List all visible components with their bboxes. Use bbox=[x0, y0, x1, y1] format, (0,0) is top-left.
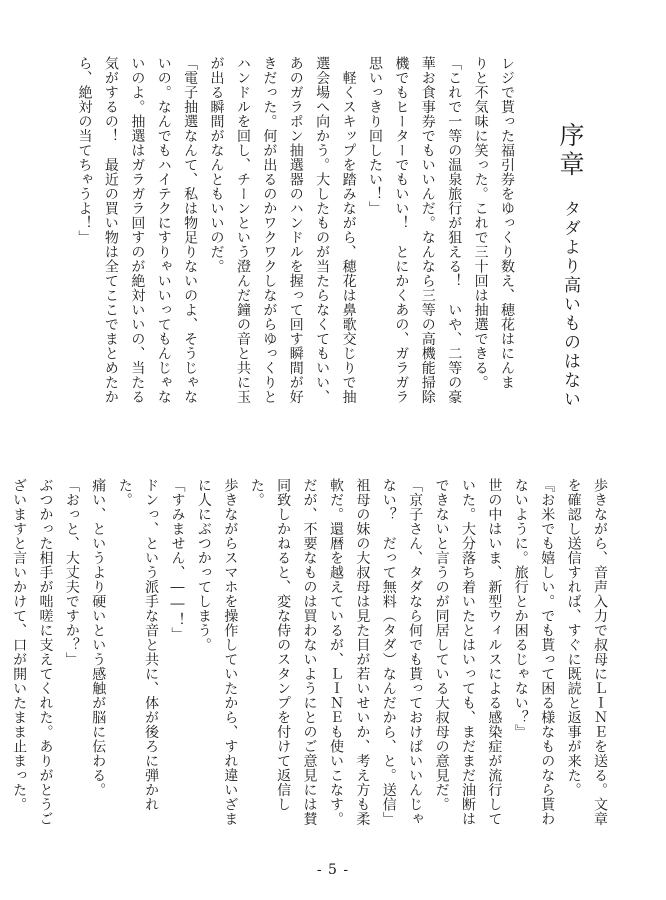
upper-text-block bbox=[76, 56, 520, 404]
chapter-title: 序章 bbox=[556, 122, 585, 180]
chapter-subtitle: タダより高いものはない bbox=[560, 200, 580, 409]
page-number: - 5 - bbox=[316, 862, 350, 878]
lower-body-text: 歩きながら、音声入力で叔母にＬＩＮＥを送る。文章 を確認し送信すれば、すぐに既読と返事が来た。 『お米でも嬉しい。でも貰って困る様なものなら貰わ ないように。旅行とか困るじゃない？』 世の中はいま、新型ウィルスによる感染症が流行して いた。大分落ち着いたとはいっても、まだまだ油断は できないと言うのが同居している大叔母の意見だ。 「京子さん、タダなら何でも貰っておけばいいんじゃ ない？ だって無料（タダ）なんだから、と。送信」 祖母の妹の大叔母は見た目が若いせいか、考え方も柔 軟だ。還暦を越えているが、ＬＩＮＥも使いこなす。 だが、不要なものは買わないようにとのご意見には賛 同致しかねると、変な侍のスタンプを付けて返信した。 歩きながらスマホを操作していたから、すれ違いざま に人にぶつかってしまう。 「すみません、――！」 ドンっ、という派手な音と共に、体が後ろに弾かれた。 痛い、というより硬いという感触が脳に伝わる。 「おっと、大丈夫ですか？」 ぶつかった相手が咄嗟に支えてくれた。ありがとうご ざいますと言いかけて、口が開いたまま止まった。 bbox=[11, 478, 608, 826]
upper-body-text: レジで貰った福引券をゆっくり数え、穂花はにんま りと不気味に笑った。これで三十回は抽選できる。 「これで一等の温泉旅行が狙える！ いや、二等の豪 華お食事券でもいいんだ。なんなら三等の高機能掃除 機でもヒーターでもいい！ とにかくあの、ガラガラ 思いっきり回したい！」 軽くスキップを踏みながら、穂花は鼻歌交じりで抽 選会場へ向かう。大したものが当たらなくてもいい、 あのガラポン抽選器のハンドルを握って回す瞬間が好 きだった。何が出るのかワクワクしながらゆっくりと ハンドルを回し、チーンという澄んだ鐘の音と共に玉 が出る瞬間がなんともいいのだ。 「電子抽選なんて、私は物足りないのよ、そうじゃな いの。なんでもハイテクにすりゃいいってもんじゃな いのよ。抽選はガラガラ回すのが絶対いいの、当たる 気がするの！ 最近の買い物は全てここでまとめたか ら、絶対の当てちゃうよ！」 bbox=[76, 56, 515, 404]
